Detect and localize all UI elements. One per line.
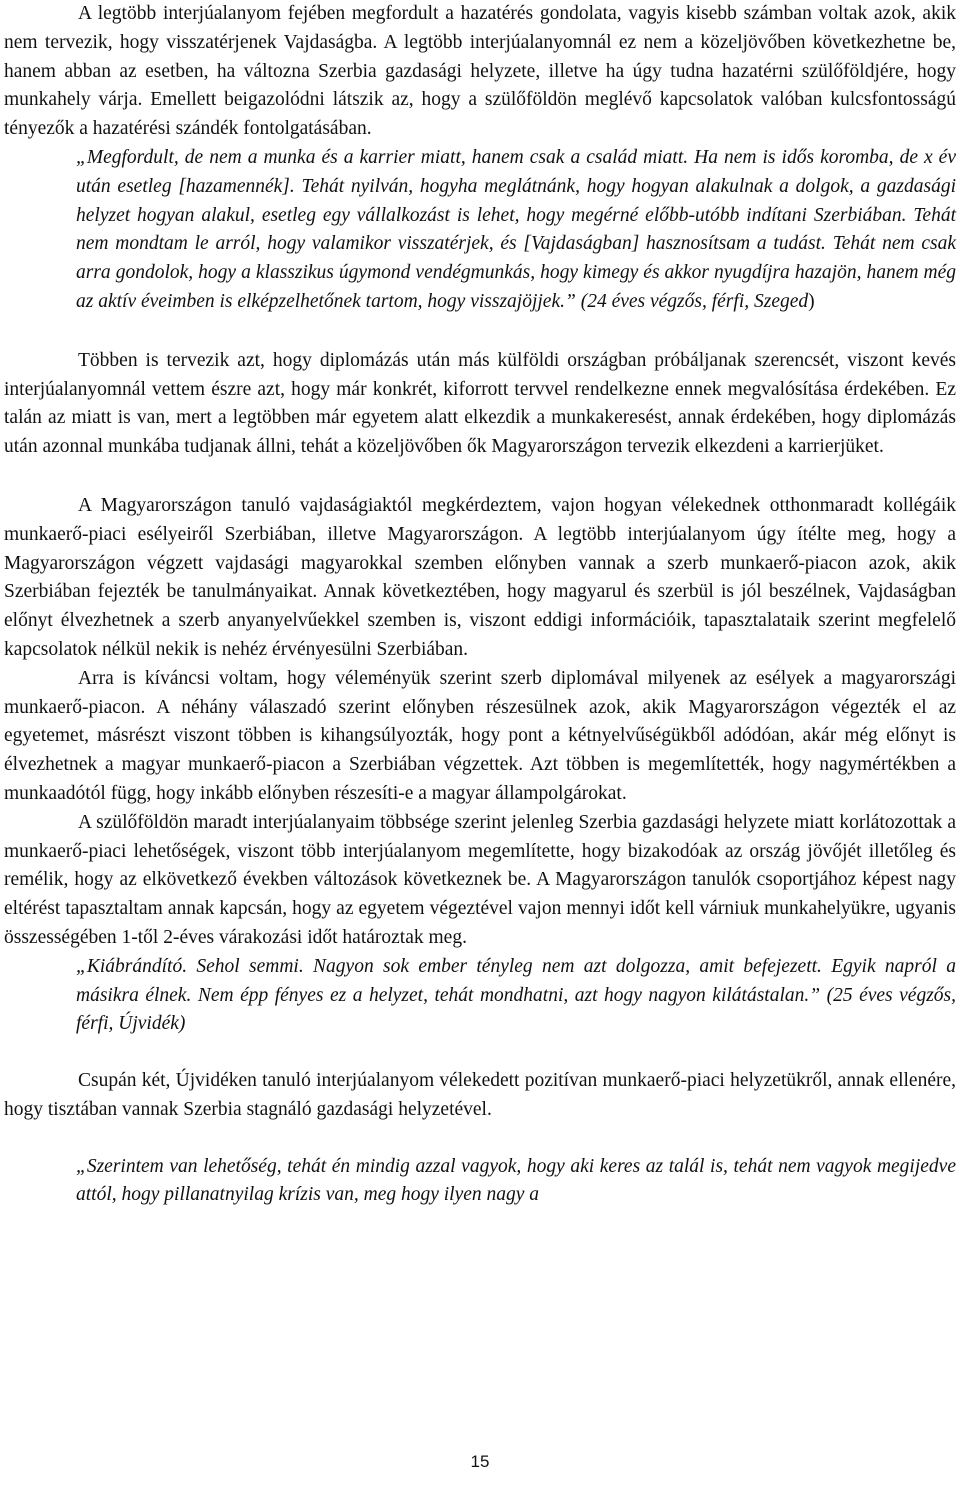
paragraph-home-country-outlook: A szülőföldön maradt interjúalanyaim többsége szerint jelenleg Szerbia gazdasági helyzete miatt korlátozottak a munkaerő-piaci lehetőségek, viszont több interjúalanyom megemlítette, hogy bizakodóak az ország jövőjét illetőleg és remélik, hogy az elkövetkező években változások következnek be. A Magyarországon tanulók csoportjához képest nagy eltérést tapasztaltam annak kapcsán, hogy az egyetem végeztével vajon mennyi időt kell várniuk munkahelyükre, ugyanis összességében 1-től 2-éves várakozási időt határoztak meg. — [4, 811, 956, 948]
page-number: 15 — [470, 1452, 490, 1471]
interview-quote-novi-sad: „Kiábrándító. Sehol semmi. Nagyon sok ember tényleg nem azt dolgozza, amit befejezett. Egyik napról a másikra élnek. Nem épp fényes ez a helyzet, tehát mondhatni, azt hogy nagyon kilátástalan.” (25 éves végzős, férfi, Újvidék) — [76, 955, 956, 1035]
paragraph-abroad-plans: Többen is tervezik azt, hogy diplomázás után más külföldi országban próbáljanak szerencsét, viszont kevés interjúalanyomnál vettem észre azt, hogy már konkrét, kiforrott tervvel rendelkezne ennek megvalósítása érdekében. Ez talán az miatt is van, mert a legtöbben már egyetem alatt elkezdik a munkakeresést, annak érdekében, hogy diplomázás után azonnal munkába tudjanak állni, tehát a közeljövőben ők Magyarországon tervezik elkezdeni a karrierjüket. — [4, 349, 956, 458]
paragraph-positive-views: Csupán két, Újvidéken tanuló interjúalanyom vélekedett pozitívan munkaerő-piaci helyzetükről, annak ellenére, hogy tisztában vannak Szerbia stagnáló gazdasági helyzetével. — [4, 1070, 956, 1120]
document-page — [4, 0, 956, 1210]
paragraph-serbian-diploma: Arra is kíváncsi voltam, hogy véleményük szerint szerb diplomával milyenek az esélyek a magyarországi munkaerő-piacon. A néhány válaszadó szerint előnyben részesülnek azok, akik Magyarországon végezték el az egyetemet, másrészt viszont többen is kihangsúlyozták, hogy pont a kétnyelvűségükből adódóan, akár még előnyt is élvezhetnek a magyar munkaerő-piacon a Szerbiában végzettek. Azt többen is megemlítették, hogy nagymértékben a munkaadótól függ, hogy inkább előnyben részesíti-e a magyar állampolgárokat. — [4, 667, 956, 804]
interview-quote-szeged — [76, 144, 956, 317]
quote-text-upright: Ha nem is idős koromba, de x év után esetleg [hazamennék]. Tehát nyilván, hogyha meglátnánk, hogy hogyan alakulnak a dolgok, a gazdasági helyzet hogyan alakul, esetleg egy vállalkozást is lehet, hogy megérné előbb-utóbb indítani Szerbiában. Tehát nem mondtam le arról, hogy valamikor visszatérjek, és [Vajdaságban] hasznosítsam a tudást. Tehát nem csak arra gondolok, hogy a klasszikus úgymond vendégmunkás, hogy kimegy és akkor nyugdíjra hazajön, hanem még az aktív éveimben is elképzelhetőnek tartom, hogy visszajöjjek.” — [76, 146, 956, 312]
paragraph-text: A legtöbb interjúalanyom fejében megfordult a hazatérés gondolata, vagyis kisebb számban voltak azok, akik nem tervezik, hogy visszatérjenek Vajdaságba. A legtöbb interjúalanyomnál ez nem a közeljövőben következhetne be, hanem abban az esetben, ha változna Szerbia gazdasági helyzete, illetve ha úgy tudna hazatérni szülőföldjére, hogy munkahely várja. — [4, 3, 956, 111]
interview-quote-opportunity: „Szerintem van lehetőség, tehát én mindig azzal vagyok, hogy aki keres az talál is, tehát nem vagyok megijedve attól, hogy pillanatnyilag krízis van, meg hogy ilyen nagy a — [76, 1155, 956, 1206]
paragraph-text: Emellett beigazolódni látszik az, hogy a szülőföldön meglévő kapcsolatok valóban kulcsfontosságú tényezők a hazatérési szándék fontolgatásában. — [4, 89, 957, 140]
quote-close-paren: ) — [808, 290, 815, 312]
quote-source: (24 éves végzős, férfi, Szeged — [575, 290, 809, 312]
quote-text: „Megfordult, de nem a munka és a karrier miatt, hanem csak a család miatt. — [76, 146, 689, 168]
paragraph-return-intentions — [4, 0, 956, 144]
paragraph-labour-market-serbia: A Magyarországon tanuló vajdaságiaktól megkérdeztem, vajon hogyan vélekednek otthonmaradt kollégáik munkaerő-piaci esélyeiről Szerbiában, illetve Magyarországon. A legtöbb interjúalanyom úgy ítélte meg, hogy a Magyarországon végzett vajdasági magyarokkal szemben előnyben vannak a szerb munkaerő-piacon azok, akik Szerbiában fejezték be tanulmányaikat. Annak következtében, hogy magyarul és szerbül is jól beszélnek, Vajdaságban előnyt élvezhetnek a szerb anyanyelvűekkel szemben is, viszont eddigi információik, tapasztalataik szerint megfelelő kapcsolatok nélkül nekik is nehéz érvényesülni Szerbiában. — [4, 494, 956, 660]
